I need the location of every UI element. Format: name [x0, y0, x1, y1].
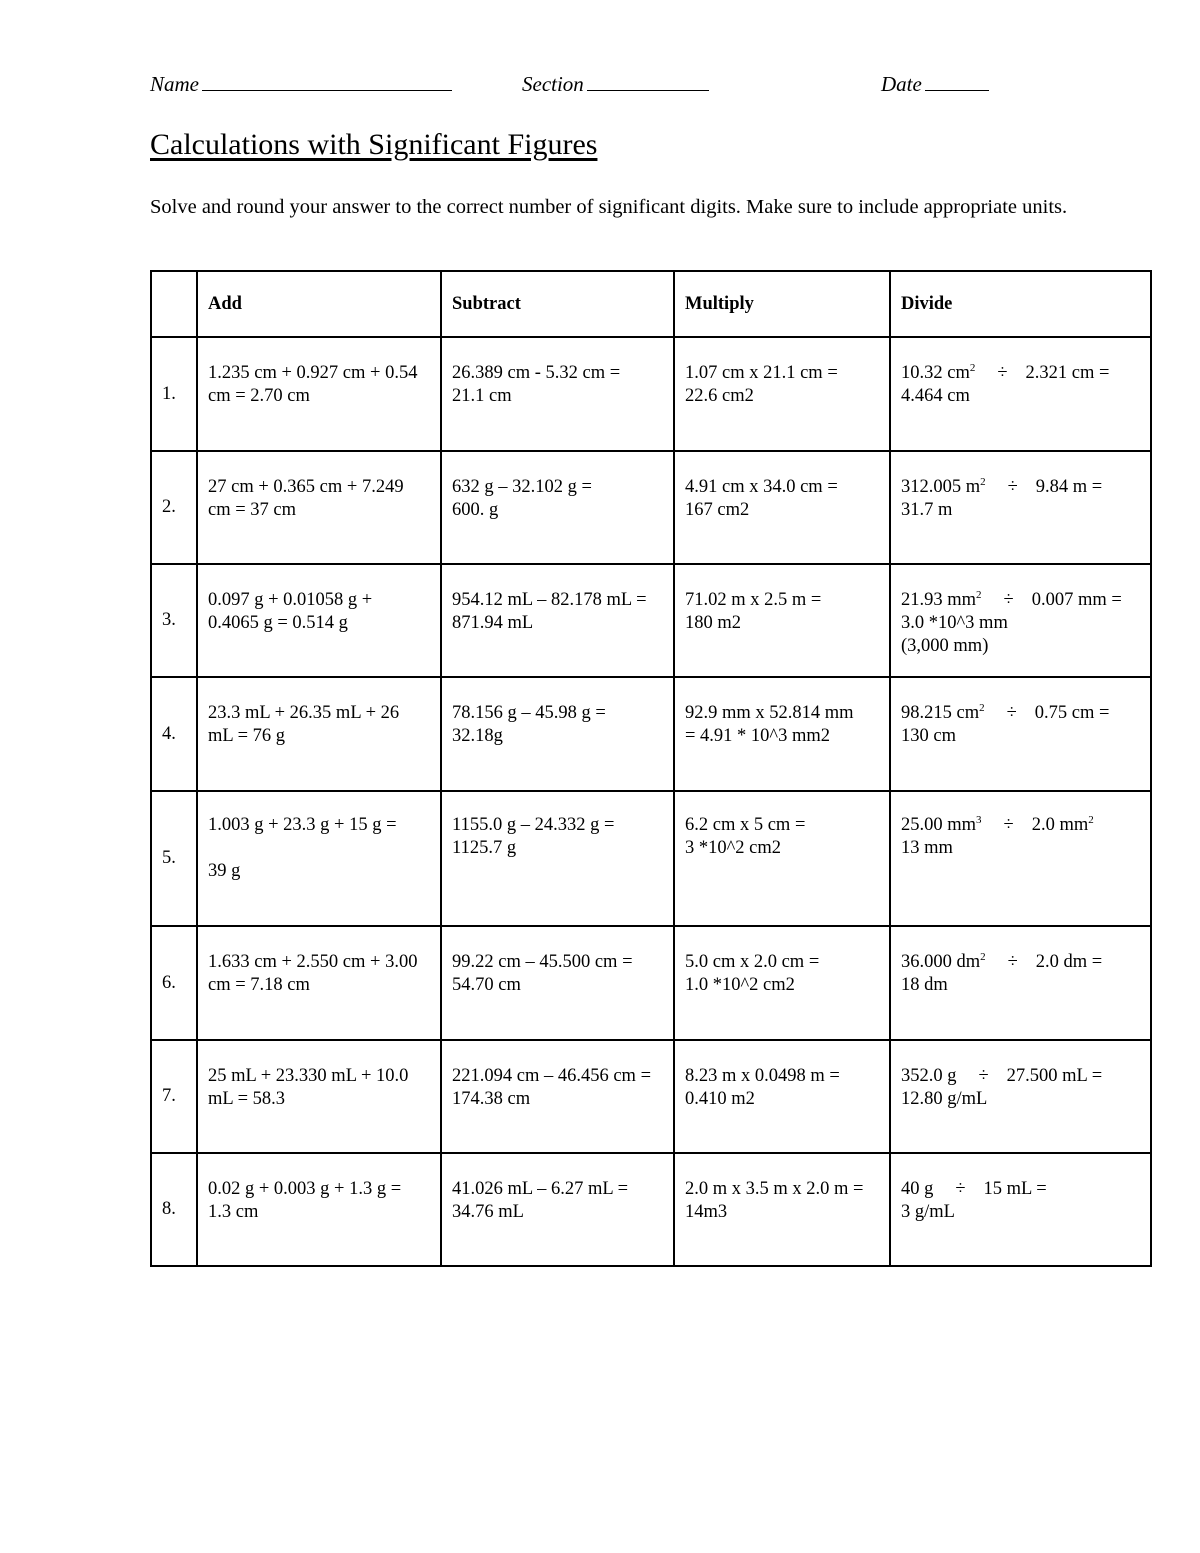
subtract-line: 871.94 mL — [452, 613, 534, 633]
dividend: 25.00 mm — [901, 815, 977, 835]
multiply-cell — [674, 926, 890, 1040]
name-blank[interactable] — [202, 72, 452, 91]
divisor: 0.75 cm = — [1034, 703, 1110, 723]
multiply-line: 1.07 cm x 21.1 cm = — [685, 363, 838, 383]
column-header-number — [151, 271, 197, 337]
calculations-table — [150, 270, 1152, 1267]
table-row — [151, 677, 1151, 791]
multiply-cell — [674, 791, 890, 926]
row-number: 5. — [151, 791, 197, 926]
table-row — [151, 926, 1151, 1040]
multiply-cell — [674, 451, 890, 564]
multiply-line: 8.23 m x 0.0498 m = — [685, 1066, 840, 1086]
table-row — [151, 1040, 1151, 1153]
subtract-cell — [441, 1040, 674, 1153]
divisor: 0.007 mm = — [1031, 590, 1122, 610]
divisor-exponent: 2 — [1088, 813, 1094, 826]
subtract-line: 1155.0 g – 24.332 g = — [452, 815, 615, 835]
add-line: 39 g — [208, 861, 241, 881]
add-cell — [197, 1040, 441, 1153]
divide-expression — [901, 589, 1144, 612]
dividend-exponent: 2 — [976, 588, 982, 601]
date-blank[interactable] — [925, 72, 989, 91]
subtract-cell — [441, 926, 674, 1040]
add-line — [208, 837, 434, 860]
multiply-line: = 4.91 * 10^3 mm2 — [685, 726, 831, 746]
add-line: 27 cm + 0.365 cm + 7.249 — [208, 477, 404, 497]
multiply-line: 14m3 — [685, 1202, 728, 1222]
divide-result-line: 4.464 cm — [901, 386, 970, 406]
divide-expression — [901, 1178, 1144, 1201]
multiply-cell — [674, 1040, 890, 1153]
add-line: 23.3 mL + 26.35 mL + 26 — [208, 703, 400, 723]
subtract-cell — [441, 791, 674, 926]
add-cell — [197, 564, 441, 677]
multiply-line: 2.0 m x 3.5 m x 2.0 m = — [685, 1179, 864, 1199]
divisor: 27.500 mL = — [1006, 1066, 1103, 1086]
dividend: 21.93 mm — [901, 590, 977, 610]
add-cell — [197, 1153, 441, 1266]
dividend: 40 g — [901, 1179, 934, 1199]
table-row — [151, 791, 1151, 926]
add-line: mL = 76 g — [208, 726, 286, 746]
table-header-row — [151, 271, 1151, 337]
add-line: 0.097 g + 0.01058 g + — [208, 590, 373, 610]
subtract-line: 221.094 cm – 46.456 cm = — [452, 1066, 652, 1086]
subtract-cell — [441, 337, 674, 451]
add-line: mL = 58.3 — [208, 1089, 286, 1109]
divide-symbol: ÷ — [1007, 952, 1018, 972]
add-line: 1.633 cm + 2.550 cm + 3.00 — [208, 952, 418, 972]
row-number: 1. — [151, 337, 197, 451]
add-cell — [197, 926, 441, 1040]
multiply-line: 22.6 cm2 — [685, 386, 754, 406]
divide-expression — [901, 951, 1144, 974]
divide-cell — [890, 1153, 1151, 1266]
divide-result-line: 130 cm — [901, 726, 956, 746]
subtract-line: 1125.7 g — [452, 838, 517, 858]
add-cell — [197, 677, 441, 791]
divide-expression — [901, 702, 1144, 725]
subtract-cell — [441, 451, 674, 564]
table-row — [151, 337, 1151, 451]
multiply-line: 167 cm2 — [685, 500, 750, 520]
row-number: 6. — [151, 926, 197, 1040]
subtract-line: 32.18g — [452, 726, 503, 746]
row-number: 8. — [151, 1153, 197, 1266]
multiply-line: 71.02 m x 2.5 m = — [685, 590, 822, 610]
subtract-cell — [441, 677, 674, 791]
dividend-exponent: 2 — [979, 701, 985, 714]
multiply-cell — [674, 1153, 890, 1266]
divide-expression — [901, 476, 1144, 499]
divide-expression — [901, 362, 1144, 385]
divisor: 2.321 cm = — [1025, 363, 1110, 383]
dividend-exponent: 2 — [980, 475, 986, 488]
divide-expression — [901, 1065, 1144, 1088]
table-row — [151, 1153, 1151, 1266]
add-line: 1.003 g + 23.3 g + 15 g = — [208, 815, 397, 835]
column-header-subtract: Subtract — [441, 271, 674, 337]
multiply-cell — [674, 564, 890, 677]
add-line: 25 mL + 23.330 mL + 10.0 — [208, 1066, 409, 1086]
divide-symbol: ÷ — [978, 1066, 989, 1086]
subtract-line: 41.026 mL – 6.27 mL = — [452, 1179, 629, 1199]
multiply-line: 180 m2 — [685, 613, 742, 633]
multiply-line: 6.2 cm x 5 cm = — [685, 815, 806, 835]
divide-result-line: 3.0 *10^3 mm — [901, 613, 1008, 633]
divide-result-line: 31.7 m — [901, 500, 953, 520]
date-label: Date — [881, 72, 922, 96]
dividend: 36.000 dm — [901, 952, 981, 972]
divide-cell — [890, 926, 1151, 1040]
page-title: Calculations with Significant Figures — [150, 128, 598, 161]
column-header-divide: Divide — [890, 271, 1151, 337]
divide-result-line: 3 g/mL — [901, 1202, 955, 1222]
dividend: 312.005 m — [901, 477, 981, 497]
subtract-line: 78.156 g – 45.98 g = — [452, 703, 606, 723]
row-number: 7. — [151, 1040, 197, 1153]
multiply-cell — [674, 677, 890, 791]
subtract-line: 26.389 cm - 5.32 cm = — [452, 363, 621, 383]
row-number: 2. — [151, 451, 197, 564]
dividend-exponent: 2 — [969, 361, 976, 374]
add-line: cm = 37 cm — [208, 500, 297, 520]
divide-symbol: ÷ — [1003, 815, 1014, 835]
instructions-text: Solve and round your answer to the correct number of significant digits. Make sure to include appropriate units. — [150, 196, 1068, 218]
worksheet-header — [150, 72, 1150, 102]
multiply-line: 1.0 *10^2 cm2 — [685, 975, 795, 995]
divide-expression — [901, 814, 1144, 837]
subtract-line: 99.22 cm – 45.500 cm = — [452, 952, 633, 972]
date-field[interactable] — [881, 72, 989, 97]
section-field[interactable] — [522, 72, 709, 97]
section-label: Section — [522, 72, 584, 96]
divide-cell — [890, 677, 1151, 791]
dividend: 10.32 cm — [901, 363, 970, 383]
divide-result-line: 13 mm — [901, 838, 953, 858]
divide-symbol: ÷ — [1007, 477, 1018, 497]
name-field[interactable] — [150, 72, 452, 97]
table-row — [151, 451, 1151, 564]
divisor: 2.0 dm = — [1035, 952, 1103, 972]
multiply-line: 3 *10^2 cm2 — [685, 838, 782, 858]
column-header-add: Add — [197, 271, 441, 337]
divide-symbol: ÷ — [1003, 590, 1014, 610]
divide-result-line: 18 dm — [901, 975, 948, 995]
dividend: 352.0 g — [901, 1066, 957, 1086]
divisor: 2.0 mm — [1031, 815, 1089, 835]
divide-symbol: ÷ — [997, 363, 1008, 383]
multiply-line: 92.9 mm x 52.814 mm — [685, 703, 854, 723]
divisor: 9.84 m = — [1035, 477, 1103, 497]
divide-cell — [890, 451, 1151, 564]
subtract-line: 954.12 mL – 82.178 mL = — [452, 590, 647, 610]
multiply-line: 0.410 m2 — [685, 1089, 755, 1109]
row-number: 3. — [151, 564, 197, 677]
divide-result-line: 12.80 g/mL — [901, 1089, 988, 1109]
name-label: Name — [150, 72, 199, 96]
add-line: 0.02 g + 0.003 g + 1.3 g = — [208, 1179, 402, 1199]
divide-cell — [890, 791, 1151, 926]
divide-symbol: ÷ — [1006, 703, 1017, 723]
divide-cell — [890, 337, 1151, 451]
add-cell — [197, 451, 441, 564]
column-header-multiply: Multiply — [674, 271, 890, 337]
subtract-line: 174.38 cm — [452, 1089, 531, 1109]
divide-result-line: (3,000 mm) — [901, 636, 989, 656]
multiply-cell — [674, 337, 890, 451]
row-number: 4. — [151, 677, 197, 791]
add-line: cm = 2.70 cm — [208, 386, 310, 406]
dividend-exponent: 2 — [980, 950, 986, 963]
add-cell — [197, 791, 441, 926]
subtract-line: 34.76 mL — [452, 1202, 524, 1222]
subtract-line: 54.70 cm — [452, 975, 521, 995]
section-blank[interactable] — [587, 72, 709, 91]
subtract-line: 21.1 cm — [452, 386, 512, 406]
table-body — [151, 337, 1151, 1266]
add-line: 0.4065 g = 0.514 g — [208, 613, 348, 633]
divisor: 15 mL = — [983, 1179, 1047, 1199]
divide-symbol: ÷ — [955, 1179, 966, 1199]
add-line: 1.3 cm — [208, 1202, 259, 1222]
add-line: 1.235 cm + 0.927 cm + 0.54 — [208, 363, 418, 383]
multiply-line: 4.91 cm x 34.0 cm = — [685, 477, 838, 497]
dividend-exponent: 3 — [976, 813, 982, 826]
add-line: cm = 7.18 cm — [208, 975, 310, 995]
subtract-line: 600. g — [452, 500, 499, 520]
subtract-cell — [441, 564, 674, 677]
table-row — [151, 564, 1151, 677]
add-cell — [197, 337, 441, 451]
subtract-line: 632 g – 32.102 g = — [452, 477, 592, 497]
divide-cell — [890, 564, 1151, 677]
divide-cell — [890, 1040, 1151, 1153]
multiply-line: 5.0 cm x 2.0 cm = — [685, 952, 820, 972]
dividend: 98.215 cm — [901, 703, 980, 723]
subtract-cell — [441, 1153, 674, 1266]
